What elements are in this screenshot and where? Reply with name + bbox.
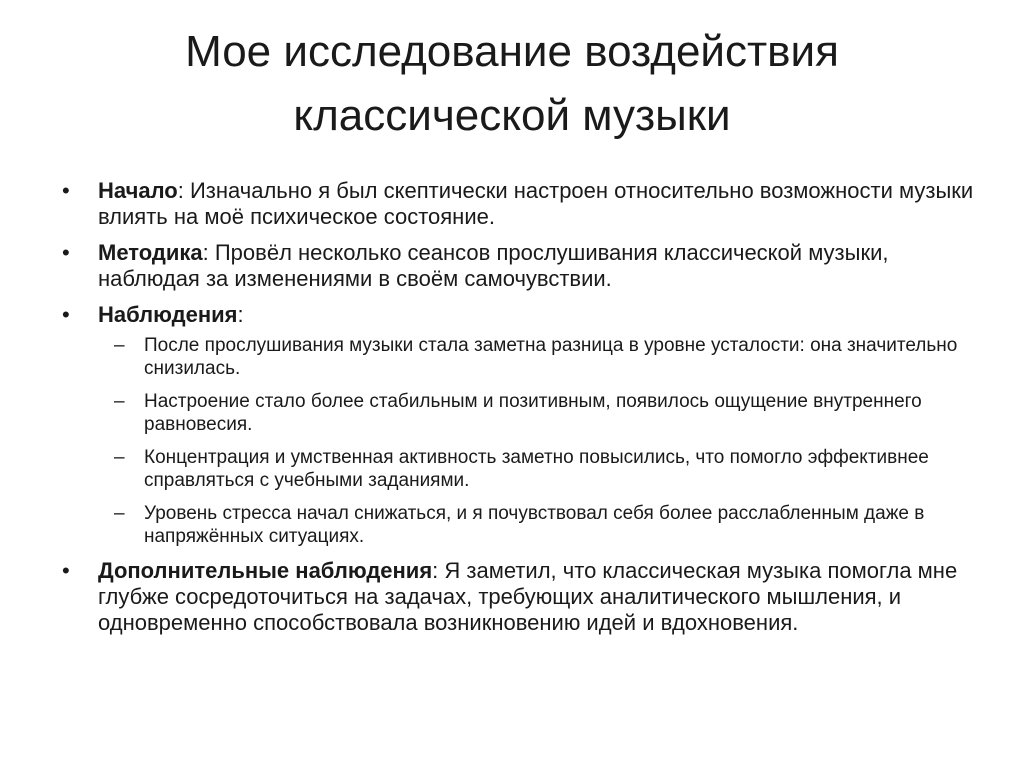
bullet-text: : Изначально я был скептически настроен относительно возможности музыки влиять на моё психическое состояние. (98, 178, 974, 229)
observations-list (98, 334, 980, 548)
bullet-term: Наблюдения (98, 302, 238, 327)
observation-text: Настроение стало более стабильным и позитивным, появилось ощущение внутреннего равновесия. (144, 391, 922, 435)
bullet-observations (60, 302, 980, 548)
bullet-text: : (237, 302, 244, 327)
bullet-text: : Провёл несколько сеансов прослушивания классической музыки, наблюдая за изменениями в своём самочувствии. (98, 240, 889, 291)
bullet-term: Начало (98, 178, 178, 203)
dash-icon: – (114, 391, 125, 412)
bullet-icon: • (62, 302, 70, 327)
observation-item (98, 334, 980, 380)
dash-icon: – (114, 335, 125, 356)
slide-title (60, 20, 964, 148)
bullet-icon: • (62, 178, 70, 203)
slide-body (60, 178, 980, 646)
observation-text: Концентрация и умственная активность заметно повысились, что помогло эффективнее справляться с учебными заданиями. (144, 447, 929, 491)
observation-text: После прослушивания музыки стала заметна разница в уровне усталости: она значительно снизилась. (144, 335, 958, 379)
bullet-term: Дополнительные наблюдения (98, 558, 433, 583)
dash-icon: – (114, 503, 125, 524)
bullet-term: Методика (98, 240, 203, 265)
title-line-2: классической музыки (293, 91, 731, 140)
observation-item (98, 390, 980, 436)
observation-text: Уровень стресса начал снижаться, и я почувствовал себя более расслабленным даже в напряжённых ситуациях. (144, 503, 925, 547)
bullet-additional (60, 558, 980, 636)
bullet-icon: • (62, 240, 70, 265)
title-line-1: Мое исследование воздействия (185, 27, 839, 76)
observation-item (98, 502, 980, 548)
bullet-method (60, 240, 980, 292)
bullet-text: : Я заметил, что классическая музыка помогла мне глубже сосредоточиться на задачах, требующих аналитического мышления, и одновременно способствовала возникновению идей и вдохновения. (98, 558, 958, 635)
dash-icon: – (114, 447, 125, 468)
bullet-icon: • (62, 558, 70, 583)
bullet-start (60, 178, 980, 230)
observation-item (98, 446, 980, 492)
